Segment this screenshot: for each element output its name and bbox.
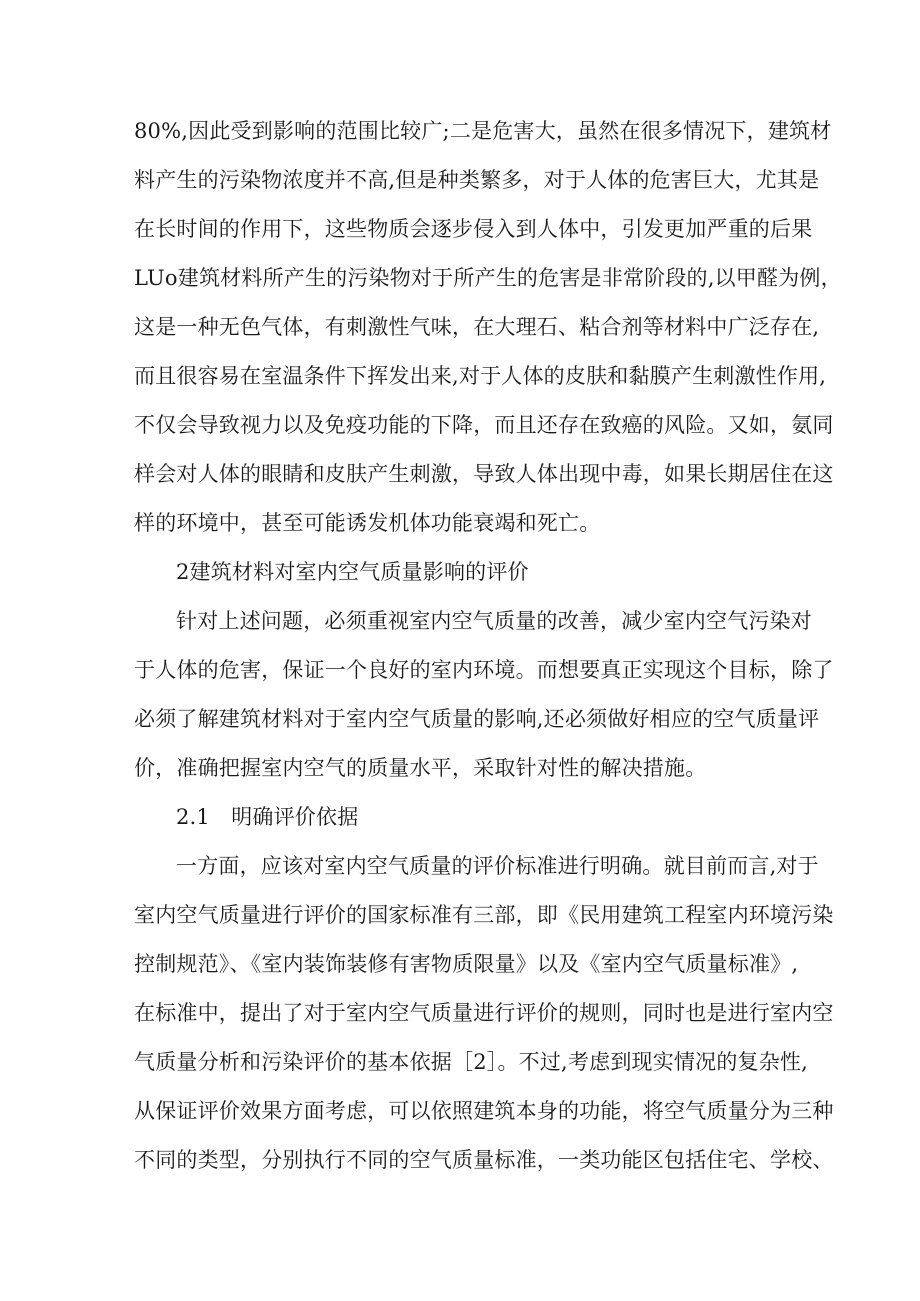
paragraph-3-line: 在标准中，提出了对于室内空气质量进行评价的规则，同时也是进行室内空 [134,1001,834,1025]
paragraph-1-line: 不仅会导致视力以及免疫功能的下降，而且还存在致癌的风险。又如，氨同 [134,413,834,437]
paragraph-1-line: 这是一种无色气体，有刺激性气味，在大理石、粘合剂等材料中广泛存在, [134,315,820,339]
paragraph-1-line: 样会对人体的眼睛和皮肤产生刺激，导致人体出现中毒，如果长期居住在这 [134,462,834,486]
paragraph-2-line: 必须了解建筑材料对于室内空气质量的影响,还必须做好相应的空气质量评 [134,707,820,731]
paragraph-1-line: 80%,因此受到影响的范围比较广;二是危害大，虽然在很多情况下，建筑材 [134,119,832,143]
paragraph-2-line: 于人体的危害，保证一个良好的室内环境。而想要真正实现这个目标，除了 [134,658,834,682]
paragraph-1-line: 料产生的污染物浓度并不高,但是种类繁多，对于人体的危害巨大，尤其是 [134,168,820,192]
paragraph-3-line: 室内空气质量进行评价的国家标准有三部，即《民用建筑工程室内环境污染 [134,903,834,927]
paragraph-1-line: 而且很容易在室温条件下挥发出来,对于人体的皮肤和黏膜产生刺激性作用, [134,364,827,388]
paragraph-1-line: LUo建筑材料所产生的污染物对于所产生的危害是非常阶段的,以甲醛为例， [134,266,842,290]
paragraph-3-line: 一方面，应该对室内空气质量的评价标准进行明确。就目前而言,对于 [176,854,819,878]
paragraph-1-line: 样的环境中，甚至可能诱发机体功能衰竭和死亡。 [134,511,601,535]
paragraph-2-line: 价，准确把握室内空气的质量水平，采取针对性的解决措施。 [134,756,707,780]
paragraph-3-line: 气质量分析和污染评价的基本依据［2］。不过,考虑到现实情况的复杂性, [134,1050,809,1074]
section-heading-2-1: 2.1 明确评价依据 [176,805,359,829]
paragraph-1-line: 在长时间的作用下，这些物质会逐步侵入到人体中，引发更加严重的后果 [134,217,813,241]
paragraph-3-line: 控制规范》、《室内装饰装修有害物质限量》以及《室内空气质量标准》, [134,952,799,976]
paragraph-3-line: 从保证评价效果方面考虑，可以依照建筑本身的功能，将空气质量分为三种 [134,1099,834,1123]
paragraph-3-line: 不同的类型，分别执行不同的空气质量标准，一类功能区包括住宅、学校、 [134,1148,834,1172]
section-heading-2: 2建筑材料对室内空气质量影响的评价 [176,560,529,584]
paragraph-2-line: 针对上述问题，必须重视室内空气质量的改善，减少室内空气污染对 [176,609,812,633]
